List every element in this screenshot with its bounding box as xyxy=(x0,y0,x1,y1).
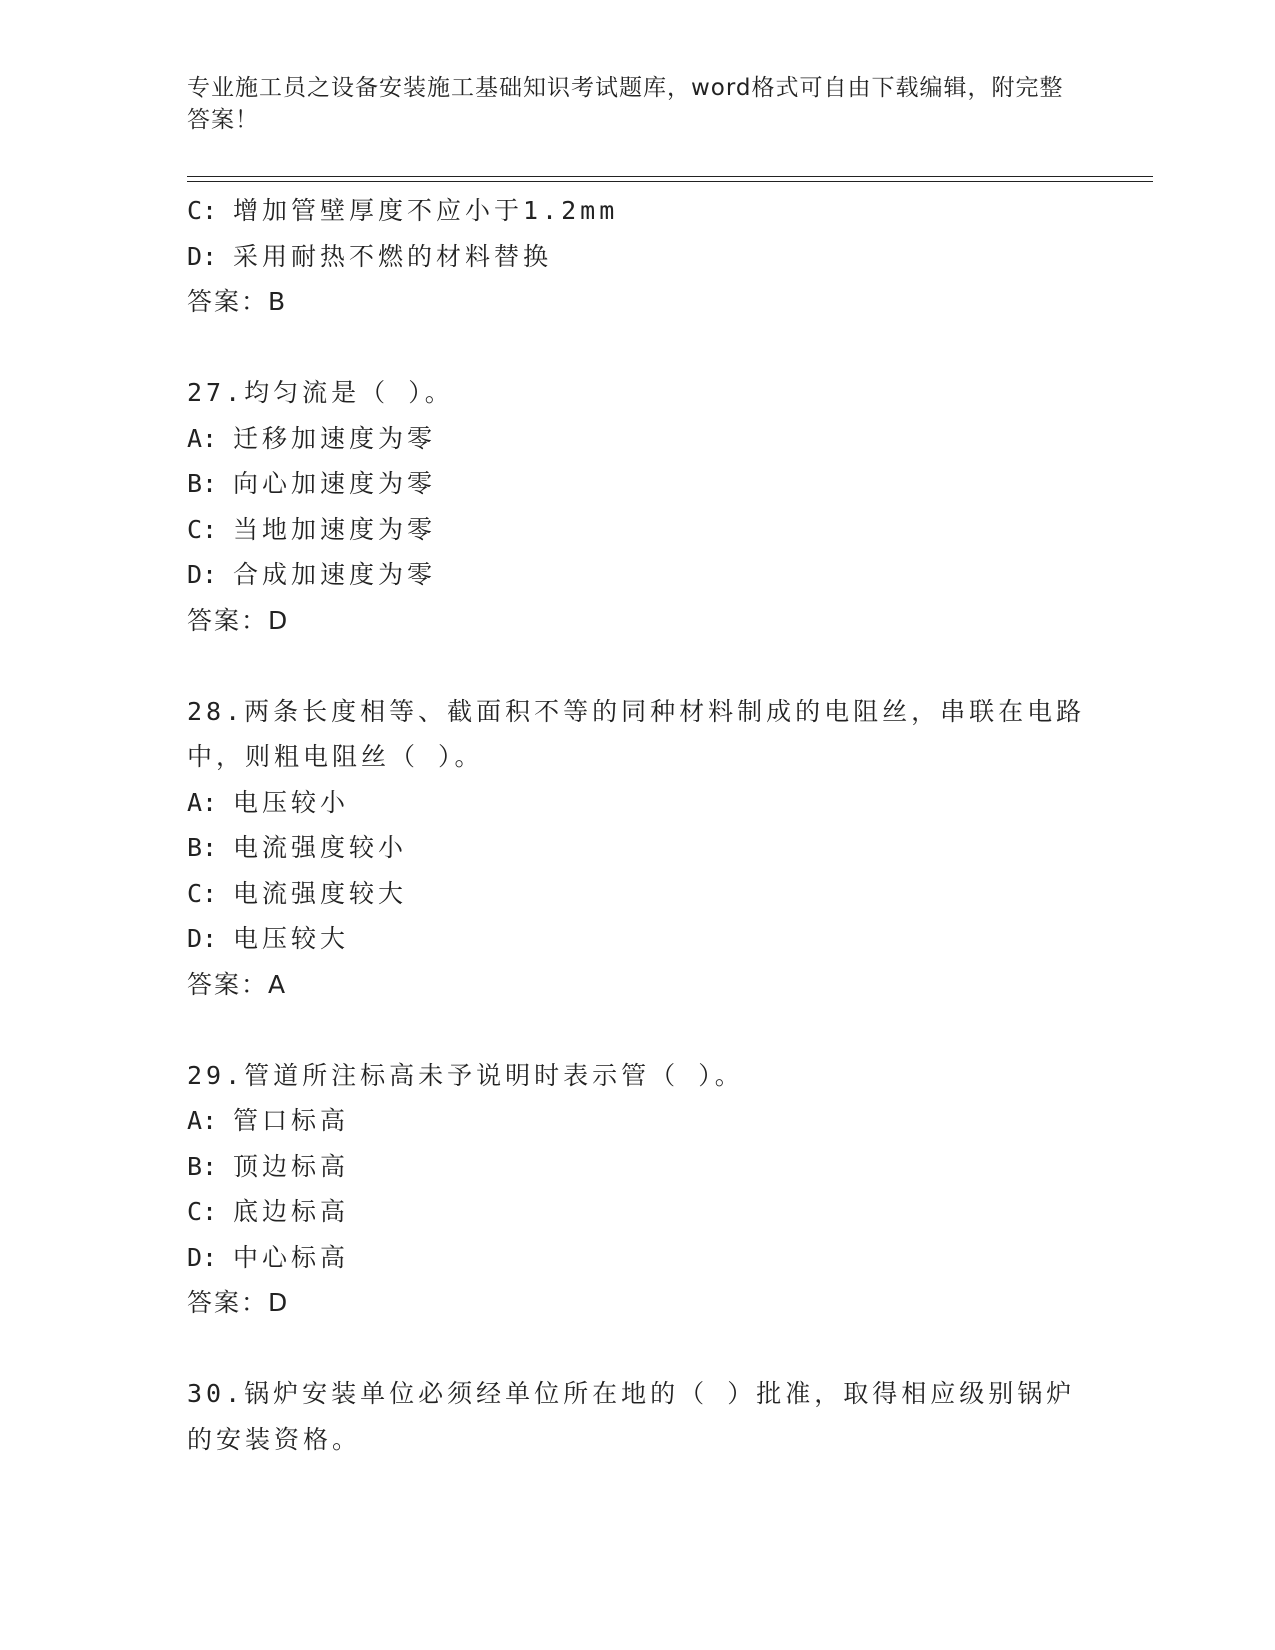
question-stem: 29.管道所注标高未予说明时表示管（ ）。 xyxy=(187,1060,744,1090)
question-30 xyxy=(187,1371,1087,1462)
question-stem-line-1: 30.锅炉安装单位必须经单位所在地的（ ）批准，取得相应级别锅炉 xyxy=(187,1379,1076,1408)
question-27 xyxy=(187,370,1087,643)
option-c: C: 增加管壁厚度不应小于1.2mm xyxy=(187,196,619,225)
option-d: D: 合成加速度为零 xyxy=(187,560,437,589)
question-stem-line-2: 中，则粗电阻丝（ ）。 xyxy=(187,742,484,771)
option-b: B: 顶边标高 xyxy=(187,1151,350,1181)
option-d: D: 中心标高 xyxy=(187,1242,350,1272)
spacer xyxy=(187,1007,1087,1053)
question-stem: 27.均匀流是（ ）。 xyxy=(187,378,454,407)
option-a: A: 管口标高 xyxy=(187,1106,350,1135)
answer: 答案：B xyxy=(187,287,288,316)
question-stem-line-1: 28.两条长度相等、截面积不等的同种材料制成的电阻丝，串联在电路 xyxy=(187,696,1086,726)
answer: 答案：D xyxy=(187,605,290,635)
question-29 xyxy=(187,1053,1087,1326)
option-c: C: 电流强度较大 xyxy=(187,878,408,908)
header-rule-top xyxy=(187,176,1153,177)
option-a: A: 电压较小 xyxy=(187,787,350,817)
spacer xyxy=(187,643,1087,689)
spacer xyxy=(187,325,1087,371)
header-rule-bottom xyxy=(187,181,1153,182)
option-b: B: 电流强度较小 xyxy=(187,833,408,862)
answer: 答案：A xyxy=(187,969,288,999)
option-c: C: 当地加速度为零 xyxy=(187,514,437,544)
option-d: D: 电压较大 xyxy=(187,924,350,953)
document-header xyxy=(187,72,1067,136)
option-a: A: 迁移加速度为零 xyxy=(187,423,437,453)
question-26-tail xyxy=(187,188,1087,325)
option-b: B: 向心加速度为零 xyxy=(187,469,437,498)
option-c: C: 底边标高 xyxy=(187,1197,350,1226)
header-text: 专业施工员之设备安装施工基础知识考试题库，word格式可自由下载编辑，附完整答案！ xyxy=(187,75,1064,133)
question-stem-line-2: 的安装资格。 xyxy=(187,1424,362,1454)
option-d: D: 采用耐热不燃的材料替换 xyxy=(187,241,553,271)
answer: 答案：D xyxy=(187,1288,290,1317)
question-list xyxy=(187,188,1087,1462)
question-28 xyxy=(187,689,1087,1008)
spacer xyxy=(187,1326,1087,1372)
